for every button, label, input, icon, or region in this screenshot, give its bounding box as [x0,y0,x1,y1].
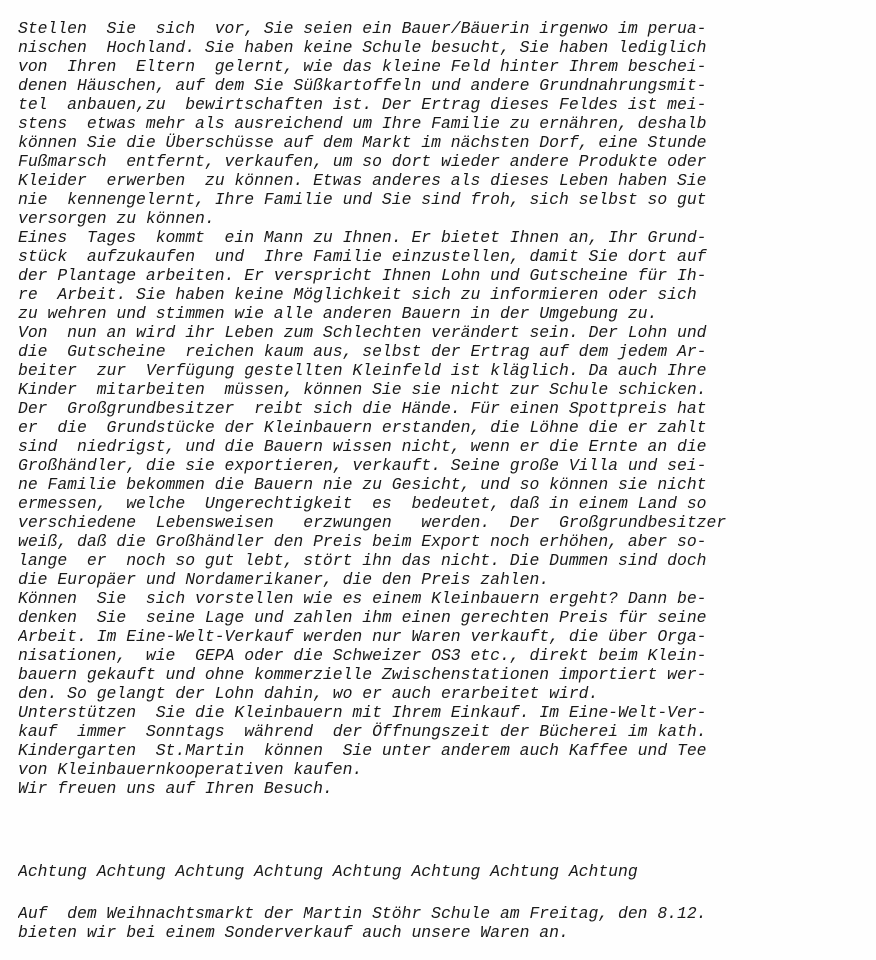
story-line: Können Sie sich vorstellen wie es einem Kleinbauern ergeht? Dann be- [18,589,707,608]
story-line: ne Familie bekommen die Bauern nie zu Gesicht, und so können sie nicht [18,475,707,494]
christmas-market-notice [18,904,860,942]
story-line: weiß, daß die Großhändler den Preis beim Export noch erhöhen, aber so- [18,532,707,551]
story-line: bauern gekauft und ohne kommerzielle Zwischenstationen importiert wer- [18,665,707,684]
story-line: Kinder mitarbeiten müssen, können Sie sie nicht zur Schule schicken. [18,380,707,399]
story-line: von Kleinbauernkooperativen kaufen. [18,760,363,779]
story-line: Unterstützen Sie die Kleinbauern mit Ihrem Einkauf. Im Eine-Welt-Ver- [18,703,707,722]
story-line: Stellen Sie sich vor, Sie seien ein Bauer/Bäuerin irgenwo im perua- [18,19,707,38]
story-line: Arbeit. Im Eine-Welt-Verkauf werden nur Waren verkauft, die über Orga- [18,627,707,646]
story-line: Von nun an wird ihr Leben zum Schlechten verändert sein. Der Lohn und [18,323,707,342]
story-line: Kindergarten St.Martin können Sie unter anderem auch Kaffee und Tee [18,741,707,760]
achtung-banner [18,862,860,881]
story-line: nie kennengelernt, Ihre Familie und Sie sind froh, sich selbst so gut [18,190,707,209]
story-line: den. So gelangt der Lohn dahin, wo er auch erarbeitet wird. [18,684,599,703]
story-line: verschiedene Lebensweisen erzwungen werden. Der Großgrundbesitzer [18,513,727,532]
notice-line: bieten wir bei einem Sonderverkauf auch unsere Waren an. [18,923,569,942]
story-line: Wir freuen uns auf Ihren Besuch. [18,779,333,798]
story-line: beiter zur Verfügung gestellten Kleinfeld ist kläglich. Da auch Ihre [18,361,707,380]
story-line: denen Häuschen, auf dem Sie Süßkartoffeln und andere Grundnahrungsmit- [18,76,707,95]
story-line: nisationen, wie GEPA oder die Schweizer OS3 etc., direkt beim Klein- [18,646,707,665]
story-line: Eines Tages kommt ein Mann zu Ihnen. Er bietet Ihnen an, Ihr Grund- [18,228,707,247]
story-line: nischen Hochland. Sie haben keine Schule besucht, Sie haben lediglich [18,38,707,57]
story-line: stück aufzukaufen und Ihre Familie einzustellen, damit Sie dort auf [18,247,707,266]
story-line: lange er noch so gut lebt, stört ihn das nicht. Die Dummen sind doch [18,551,707,570]
notice-line: Auf dem Weihnachtsmarkt der Martin Stöhr Schule am Freitag, den 8.12. [18,904,707,923]
story-line: Kleider erwerben zu können. Etwas anderes als dieses Leben haben Sie [18,171,707,190]
story-line: sind niedrigst, und die Bauern wissen nicht, wenn er die Ernte an die [18,437,707,456]
story-line: Fußmarsch entfernt, verkaufen, um so dort wieder andere Produkte oder [18,152,707,171]
story-line: tel anbauen,zu bewirtschaften ist. Der Ertrag dieses Feldes ist mei- [18,95,707,114]
story-line: die Gutscheine reichen kaum aus, selbst der Ertrag auf dem jedem Ar- [18,342,707,361]
story-line: Der Großgrundbesitzer reibt sich die Hände. Für einen Spottpreis hat [18,399,707,418]
story-line: kauf immer Sonntags während der Öffnungszeit der Bücherei im kath. [18,722,707,741]
story-line: er die Grundstücke der Kleinbauern erstanden, die Löhne die er zahlt [18,418,707,437]
story-line: stens etwas mehr als ausreichend um Ihre Familie zu ernähren, deshalb [18,114,707,133]
story-line: der Plantage arbeiten. Er verspricht Ihnen Lohn und Gutscheine für Ih- [18,266,707,285]
story-text [18,19,860,798]
banner-line: Achtung Achtung Achtung Achtung Achtung Achtung Achtung Achtung [18,862,638,881]
story-line: die Europäer und Nordamerikaner, die den Preis zahlen. [18,570,550,589]
story-line: versorgen zu können. [18,209,215,228]
story-line: können Sie die Überschüsse auf dem Markt im nächsten Dorf, eine Stunde [18,133,707,152]
story-line: denken Sie seine Lage und zahlen ihm einen gerechten Preis für seine [18,608,707,627]
story-line: zu wehren und stimmen wie alle anderen Bauern in der Umgebung zu. [18,304,658,323]
story-line: ermessen, welche Ungerechtigkeit es bedeutet, daß in einem Land so [18,494,707,513]
story-line: von Ihren Eltern gelernt, wie das kleine Feld hinter Ihrem beschei- [18,57,707,76]
story-line: re Arbeit. Sie haben keine Möglichkeit sich zu informieren oder sich [18,285,697,304]
story-line: Großhändler, die sie exportieren, verkauft. Seine große Villa und sei- [18,456,707,475]
